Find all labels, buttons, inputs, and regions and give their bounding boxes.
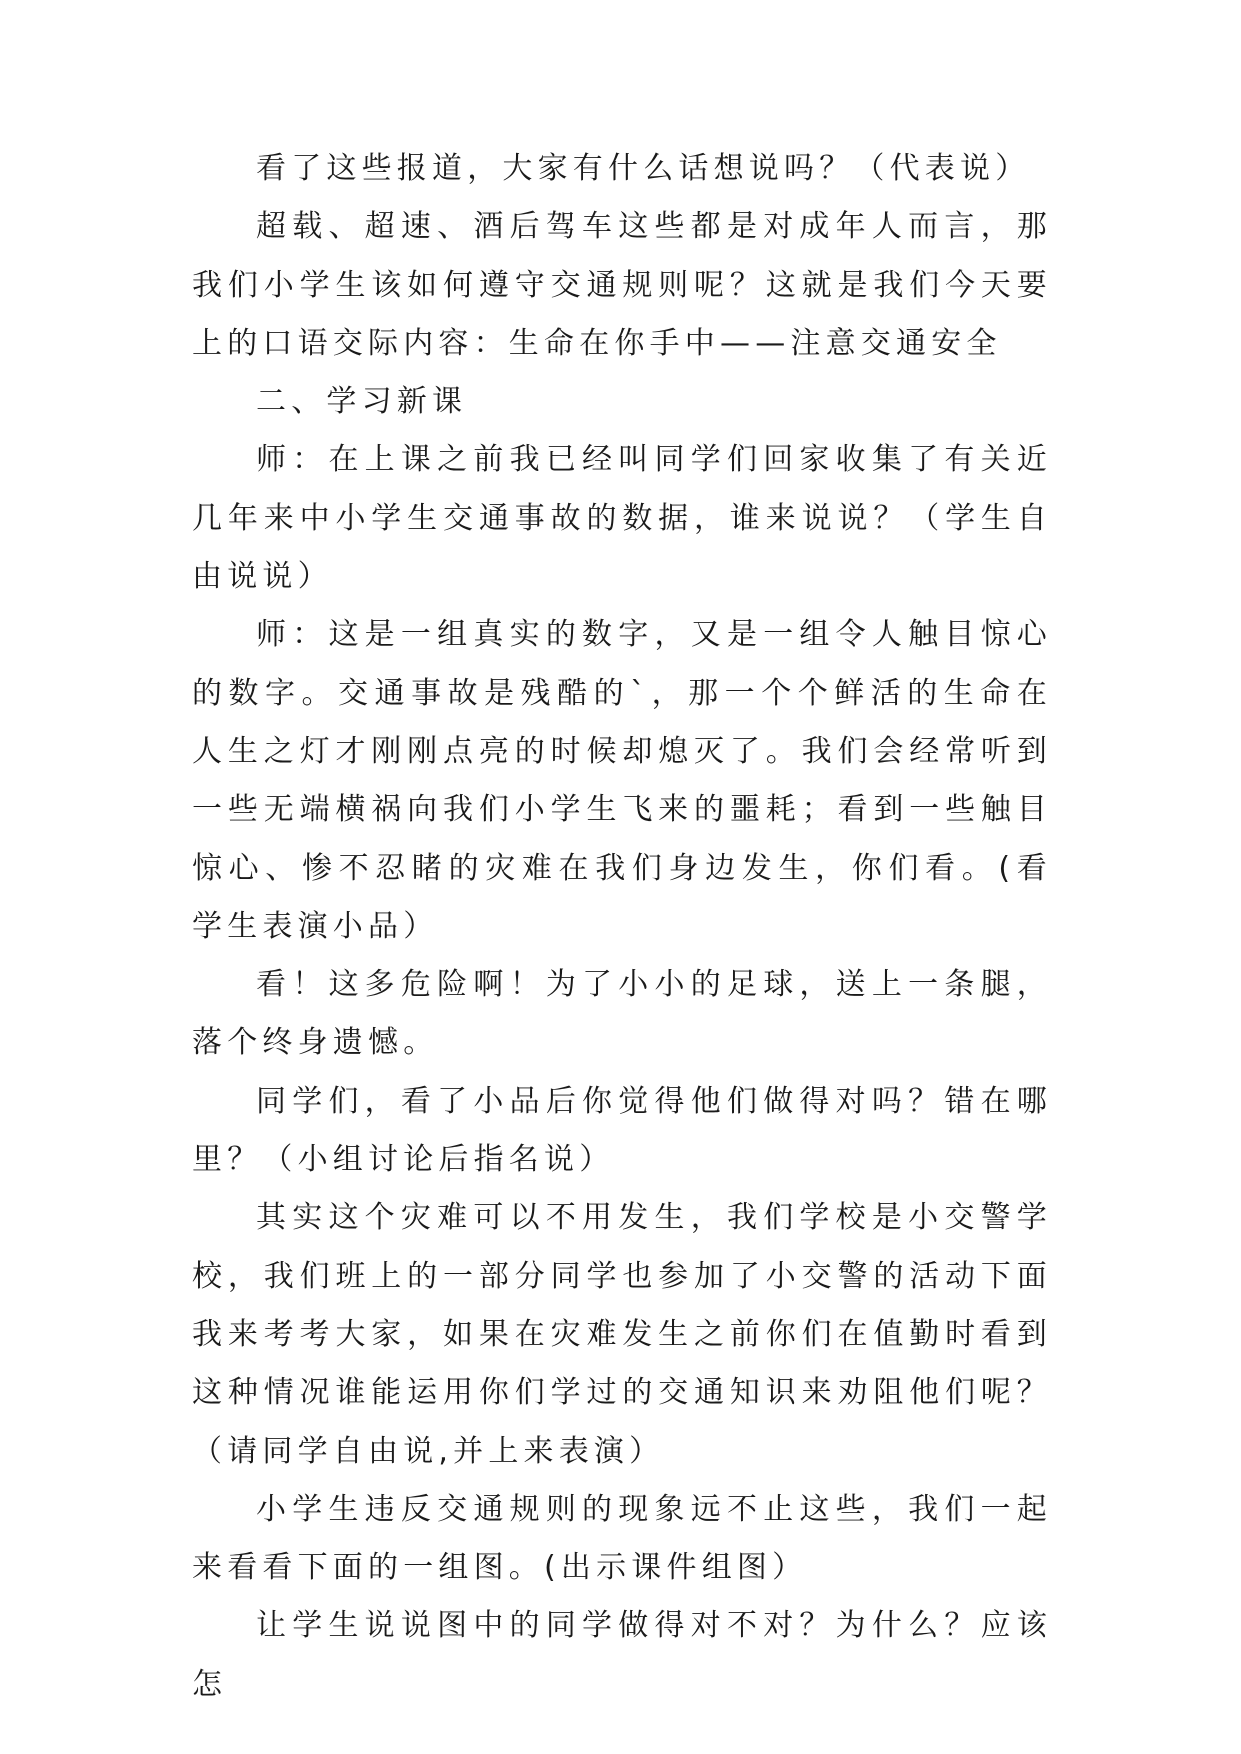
paragraph-danger: 看！这多危险啊！为了小小的足球，送上一条腿，落个终身遗憾。	[192, 967, 1052, 1061]
paragraph-traffic-police: 其实这个灾难可以不用发生，我们学校是小交警学校，我们班上的一部分同学也参加了小交警的活动下面我来考考大家，如果在灾难发生之前你们在值勤时看到这种情况谁能运用你们学过的交通知识来劝阻他们呢？（请同学自由说,并上来表演）	[192, 1200, 1052, 1469]
paragraph-violations: 小学生违反交通规则的现象远不止这些，我们一起来看看下面的一组图。(出示课件组图）	[192, 1491, 1052, 1586]
document-page	[192, 140, 1052, 1714]
paragraph-teacher-data: 师：在上课之前我已经叫同学们回家收集了有关近几年来中小学生交通事故的数据，谁来说说？（学生自由说说）	[192, 442, 1052, 595]
paragraph-student-review: 让学生说说图中的同学做得对不对？为什么？应该怎	[192, 1608, 1052, 1702]
section-heading-new-lesson: 二、学习新课	[256, 384, 468, 420]
paragraph-teacher-numbers: 师：这是一组真实的数字，又是一组令人触目惊心的数字。交通事故是残酷的`，那一个个鲜活的生命在人生之灯才刚刚点亮的时候却熄灭了。我们会经常听到一些无端横祸向我们小学生飞来的噩耗；看到一些触目惊心、惨不忍睹的灾难在我们身边发生，你们看。(看学生表演小品）	[192, 617, 1052, 944]
paragraph-discussion: 同学们，看了小品后你觉得他们做得对吗？错在哪里？（小组讨论后指名说）	[192, 1083, 1052, 1178]
paragraph-opening-question: 看了这些报道，大家有什么话想说吗？（代表说）	[256, 151, 1031, 186]
paragraph-topic-intro: 超载、超速、酒后驾车这些都是对成年人而言，那我们小学生该如何遵守交通规则呢？这就是我们今天要上的口语交际内容：生命在你手中——注意交通安全	[192, 209, 1052, 361]
